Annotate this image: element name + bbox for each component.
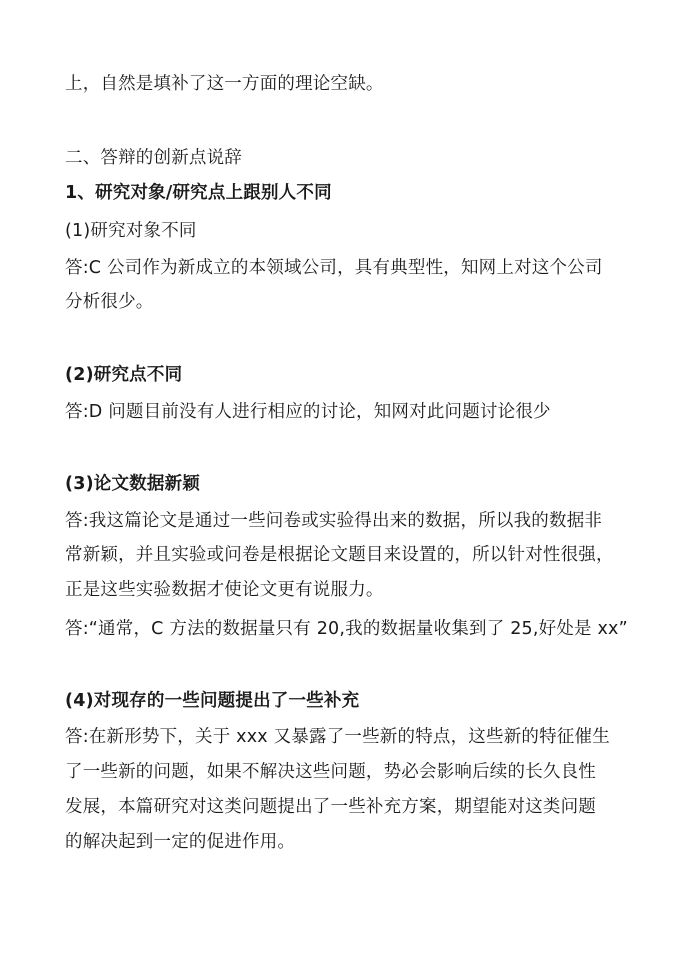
subsection-title: 1、研究对象/研究点上跟别人不同 — [65, 183, 332, 203]
item3-heading: (3)论文数据新颖 — [65, 474, 200, 494]
item4-answer-line4: 的解决起到一定的促进作用。 — [65, 832, 296, 852]
item3-answer-line4: 答:“通常，C 方法的数据量只有 20,我的数据量收集到了 25,好处是 xx” — [65, 619, 628, 639]
item1-answer-line2: 分析很少。 — [65, 292, 154, 312]
item3-answer-line2: 常新颖，并且实验或问卷是根据论文题目来设置的，所以针对性很强， — [65, 545, 614, 565]
item4-answer-line2: 了一些新的问题，如果不解决这些问题，势必会影响后续的长久良性 — [65, 762, 596, 782]
item1-answer-line1: 答:C 公司作为新成立的本领域公司，具有典型性，知网上对这个公司 — [65, 258, 603, 278]
intro-paragraph: 上，自然是填补了这一方面的理论空缺。 — [65, 74, 384, 94]
section-title: 二、答辩的创新点说辞 — [65, 148, 242, 168]
item4-heading: (4)对现存的一些问题提出了一些补充 — [65, 691, 360, 711]
item2-answer-line1: 答:D 问题目前没有人进行相应的讨论，知网对此问题讨论很少 — [65, 402, 551, 422]
item1-heading: (1)研究对象不同 — [65, 221, 197, 241]
item3-answer-line3: 正是这些实验数据才使论文更有说服力。 — [65, 580, 384, 600]
item2-heading: (2)研究点不同 — [65, 365, 183, 385]
item4-answer-line3: 发展，本篇研究对这类问题提出了一些补充方案，期望能对这类问题 — [65, 797, 596, 817]
item4-answer-line1: 答:在新形势下，关于 xxx 又暴露了一些新的特点，这些新的特征催生 — [65, 727, 610, 747]
item3-answer-line1: 答:我这篇论文是通过一些问卷或实验得出来的数据，所以我的数据非 — [65, 511, 603, 531]
